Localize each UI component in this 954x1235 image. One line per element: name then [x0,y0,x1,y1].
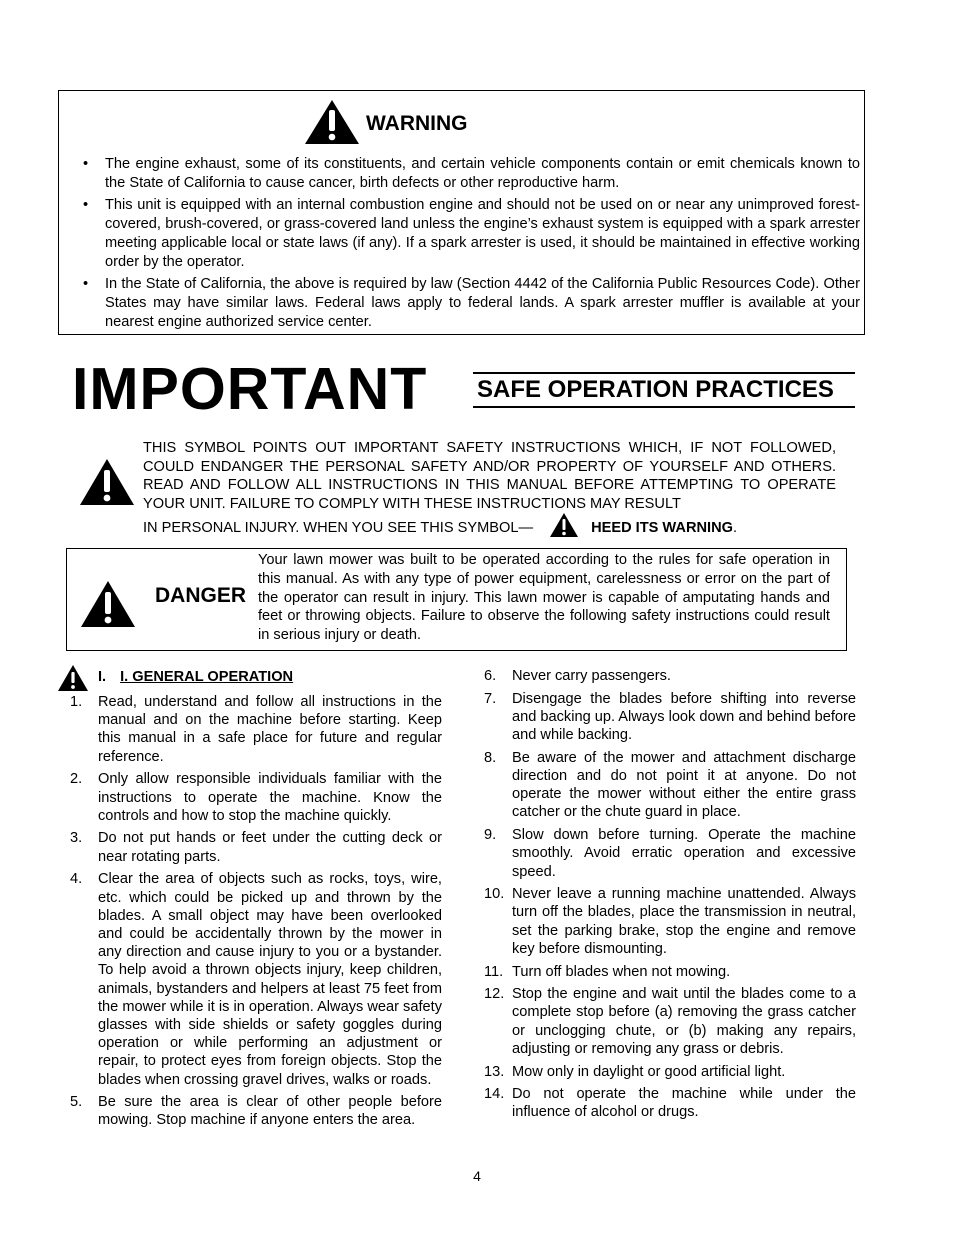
item-text: Do not operate the machine while under the influence of alcohol or drugs. [512,1086,856,1121]
symbol-notice-text: THIS SYMBOL POINTS OUT IMPORTANT SAFETY INSTRUCTIONS WHICH, IF NOT FOLLOWED, COULD ENDANGER THE PERSONAL SAFETY AND/OR PROPERTY OF YOURSELF AND OTHERS. READ AND FOLLOW ALL INSTRUCTIONS IN THIS MANUAL BEFORE ATTEMPTING TO OPERATE YOUR UNIT. FAILURE TO COMPLY WITH THESE INSTRUCTIONS MAY RESULT [143,440,836,512]
list-item [70,770,442,825]
item-number: 3. [70,830,83,847]
list-item [70,693,442,766]
warning-triangle-icon [549,512,579,544]
item-number: 6. [484,668,497,684]
item-text: Disengage the blades before shifting into reverse and backing up. Always look down and behind before and while backing. [512,690,857,744]
general-operation-title: I. GENERAL OPERATION [120,668,294,685]
item-number: 13. [484,1063,505,1080]
item-text: Never leave a running machine unattended. Always turn off the blades, place the transmission in neutral, set the parking brake, stop the engine and remove key before dismounting. [512,886,856,957]
heed-warning-text: HEED ITS WARNING [591,519,733,536]
section-title-bar [473,372,855,408]
list-item [484,1085,856,1121]
list-item [484,749,856,822]
section-title: SAFE OPERATION PRACTICES [477,376,834,403]
item-number: 10. [484,886,505,903]
warning-heading [304,101,468,147]
list-item [70,1093,442,1129]
heed-period: . [732,519,738,536]
item-number: 2. [70,771,83,788]
item-number: 1. [70,694,83,710]
symbol-notice-last-line [143,512,836,544]
left-column [70,667,442,1134]
warning-triangle-icon [79,458,135,511]
section-roman-numeral: I. [98,668,107,685]
item-text: Only allow responsible individuals familiar with the instructions to operate the machine. Know the controls and how to stop the machine quickly. [98,771,442,824]
right-column [484,667,856,1126]
list-item [70,870,442,1088]
item-number: 7. [484,690,497,707]
warning-bullet: • The engine exhaust, some of its constituents, and certain vehicle components contain or emit chemicals known to the State of California to cause cancer, birth defects or other reproductive harm. [78,155,860,193]
item-number: 9. [484,827,497,844]
item-text: Do not put hands or feet under the cutting deck or near rotating parts. [98,830,442,865]
list-item [484,985,856,1058]
warning-bullet-list [78,155,860,335]
item-text: Slow down before turning. Operate the machine smoothly. Avoid erratic operation and excessive speed. [512,827,856,880]
item-text: Clear the area of objects such as rocks, toys, wire, etc. which could be picked up and thrown by the blades. A small object may have been overlooked and could be accidentally thrown by the mower in any direction and cause injury to you or a bystander. To help avoid a thrown objects injury, keep children, animals, bystanders and helpers at least 75 feet from the mower while it is in operation. Always wear safety glasses with side shields or safety goggles during operation or while performing an adjustment or repair, to protect eyes from foreign objects. Stop the blades when crossing gravel drives, walks or roads. [98,871,442,1088]
item-number: 5. [70,1094,83,1111]
list-item [70,829,442,865]
general-operation-heading [70,667,442,687]
item-number: 14. [484,1086,505,1103]
list-item [484,667,856,685]
item-number: 11. [484,963,504,980]
list-item [484,826,856,881]
warning-bullet: • In the State of California, the above is required by law (Section 4442 of the California Public Resources Code). Other States may have similar laws. Federal laws apply to federal lands. A spark arrester muffler is available at your nearest engine authorized service center. [78,275,860,332]
item-number: 4. [70,871,83,888]
item-text: Turn off blades when not mowing. [512,963,731,980]
danger-text: Your lawn mower was built to be operated according to the rules for safe operation in this manual. As with any type of power equipment, carelessness or error on the part of the operator can result in injury. This lawn mower is capable of amputating hands and feet or throwing objects. Failure to observe the following safety instructions could result in serious injury or death. [258,552,830,644]
list-item [484,690,856,745]
item-text: Be aware of the mower and attachment discharge direction and do not point it at anyone. Do not operate the mower without either the entire grass catcher or the chute guard in place. [512,749,856,821]
danger-label: DANGER [155,584,247,607]
item-text: Mow only in daylight or good artificial light. [512,1063,786,1080]
item-number: 8. [484,749,497,766]
item-text: Stop the engine and wait until the blades come to a complete stop before (a) removing the grass catcher or unclogging chute, or (b) making any repairs, adjusting or removing any grass or debris. [512,986,856,1057]
important-heading: IMPORTANT [72,356,428,422]
warning-triangle-icon [304,99,360,150]
item-text: Never carry passengers. [512,668,671,684]
item-number: 12. [484,986,505,1003]
warning-title: WARNING [366,112,468,135]
warning-bullet: • This unit is equipped with an internal combustion engine and should not be used on or near any unimproved forest-covered, brush-covered, or grass-covered land unless the engine’s exhaust system is equipped with a spark arrester meeting applicable local or state laws (if any). If a spark arrester is used, it should be maintained in effective working order by the operator. [78,196,860,272]
danger-triangle-icon [80,580,136,633]
list-item [484,885,856,958]
symbol-notice-last-text: IN PERSONAL INJURY. WHEN YOU SEE THIS SYMBOL— [143,519,534,536]
item-text: Be sure the area is clear of other people before mowing. Stop machine if anyone enters the area. [98,1094,442,1129]
list-item [484,963,856,981]
list-item [484,1063,856,1081]
item-text: Read, understand and follow all instructions in the manual and on the machine before starting. Keep this manual in a safe place for future and regular reference. [98,694,442,765]
page-number: 4 [473,1168,481,1184]
warning-triangle-icon [57,664,89,697]
